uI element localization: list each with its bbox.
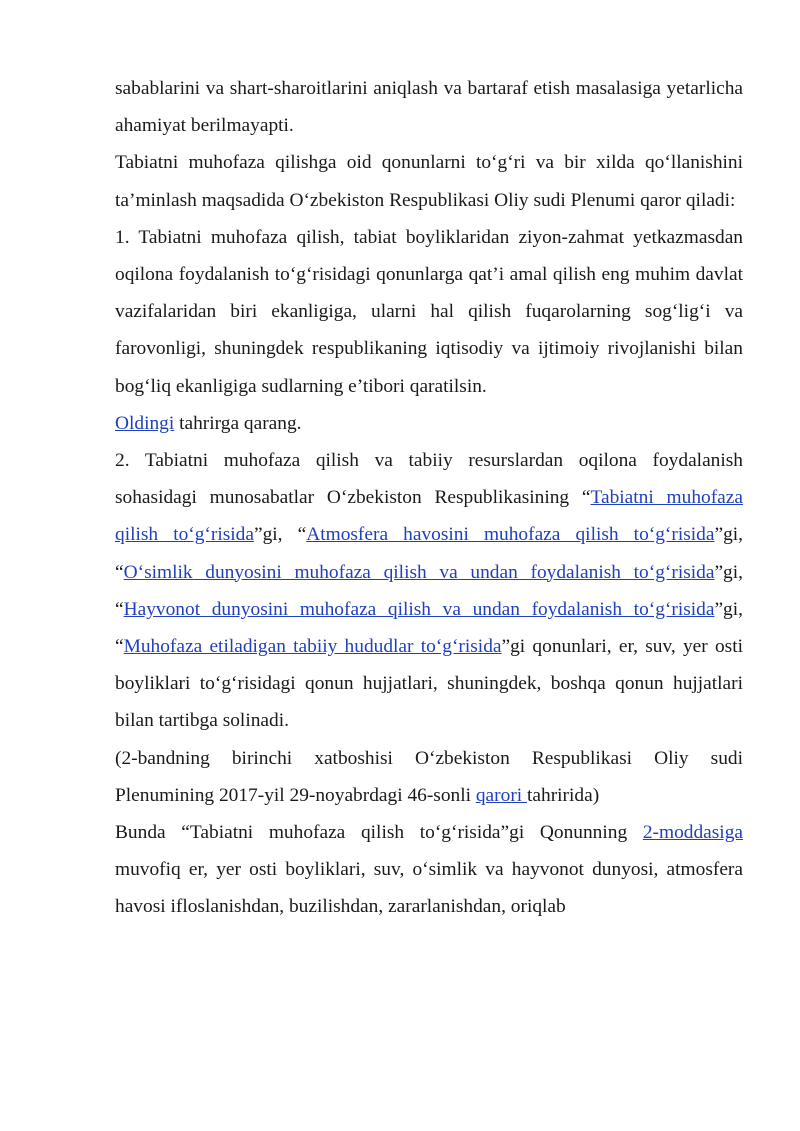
- link-law-flora[interactable]: O‘simlik dunyosini muhofaza qilish va undan foydalanish to‘g‘risida: [123, 561, 715, 583]
- paragraph-6: [115, 740, 743, 814]
- paragraph-2-text: Tabiatni muhofaza qilishga oid qonunlarni to‘g‘ri va bir xilda qo‘llanishini ta’minlash maqsadida O‘zbekiston Respublikasi Oliy sudi Plenumi qaror qiladi:: [115, 152, 743, 211]
- paragraph-4-text: tahrirga qarang.: [174, 412, 302, 434]
- paragraph-6-text-2: tahririda): [527, 784, 600, 806]
- paragraph-7: [115, 814, 743, 926]
- paragraph-1: [115, 70, 743, 144]
- paragraph-5-text-6: ”gi qonunlari, er, suv, yer osti boyliklari to‘g‘risidagi qonun hujjatlari, shuningdek, boshqa qonun hujjatlari bilan tartibga solinadi.: [115, 636, 743, 732]
- paragraph-5-text-1: 2. Tabiatni muhofaza qilish va tabiiy resurslardan oqilona foydalanish sohasidagi munosabatlar O‘zbekiston Respublikasining “: [115, 450, 743, 509]
- link-law-air-protection[interactable]: Atmosfera havosini muhofaza qilish to‘g‘risida: [306, 524, 715, 546]
- paragraph-4: [115, 405, 743, 442]
- paragraph-7-text-2: muvofiq er, yer osti boyliklari, suv, o‘simlik va hayvonot dunyosi, atmosfera havosi ifloslanishdan, buzilishdan, zararlanishdan, oriqlab: [115, 859, 743, 918]
- link-law-fauna[interactable]: Hayvonot dunyosini muhofaza qilish va undan foydalanish to‘g‘risida: [123, 598, 715, 620]
- paragraph-5: [115, 442, 743, 740]
- paragraph-3: [115, 219, 743, 405]
- link-oldingi[interactable]: Oldingi: [115, 412, 175, 434]
- paragraph-2: [115, 144, 743, 218]
- link-law-protected-areas[interactable]: Muhofaza etiladigan tabiiy hududlar to‘g‘risida: [123, 636, 502, 658]
- paragraph-6-text-1: (2-bandning birinchi xatboshisi O‘zbekiston Respublikasi Oliy sudi Plenumining 2017-yil 29-noyabrdagi 46-sonli: [115, 747, 743, 806]
- paragraph-3-text: 1. Tabiatni muhofaza qilish, tabiat boyliklaridan ziyon-zahmat yetkazmasdan oqilona foydalanish to‘g‘risidagi qonunlarga qat’i amal qilish eng muhim davlat vazifalaridan biri ekanligiga, ularni hal qilish fuqarolarning sog‘lig‘i va farovonligi, shuningdek respublikaning iqtisodiy va ijtimoiy rivojlanishi bilan bog‘liq ekanligiga sudlarning e’tibori qaratilsin.: [115, 226, 743, 397]
- paragraph-1-text: sabablarini va shart-sharoitlarini aniqlash va bartaraf etish masalasiga yetarlicha ahamiyat berilmayapti.: [115, 78, 743, 137]
- paragraph-5-text-5: ”gi, “: [115, 598, 743, 658]
- paragraph-5-text-3: ”gi, “: [115, 524, 744, 583]
- document-page: [115, 70, 743, 926]
- link-law-nature-protection[interactable]: Tabiatni muhofaza qilish to‘g‘risida: [115, 487, 743, 546]
- paragraph-5-text-2: ”gi, “: [253, 524, 307, 546]
- paragraph-5-text-4: ”gi, “: [115, 561, 743, 620]
- paragraph-7-text-1: Bunda “Tabiatni muhofaza qilish to‘g‘risida”gi Qonunning: [115, 822, 643, 844]
- link-2-moddasiga[interactable]: 2-moddasiga: [642, 822, 743, 844]
- link-qarori[interactable]: qarori: [475, 784, 528, 806]
